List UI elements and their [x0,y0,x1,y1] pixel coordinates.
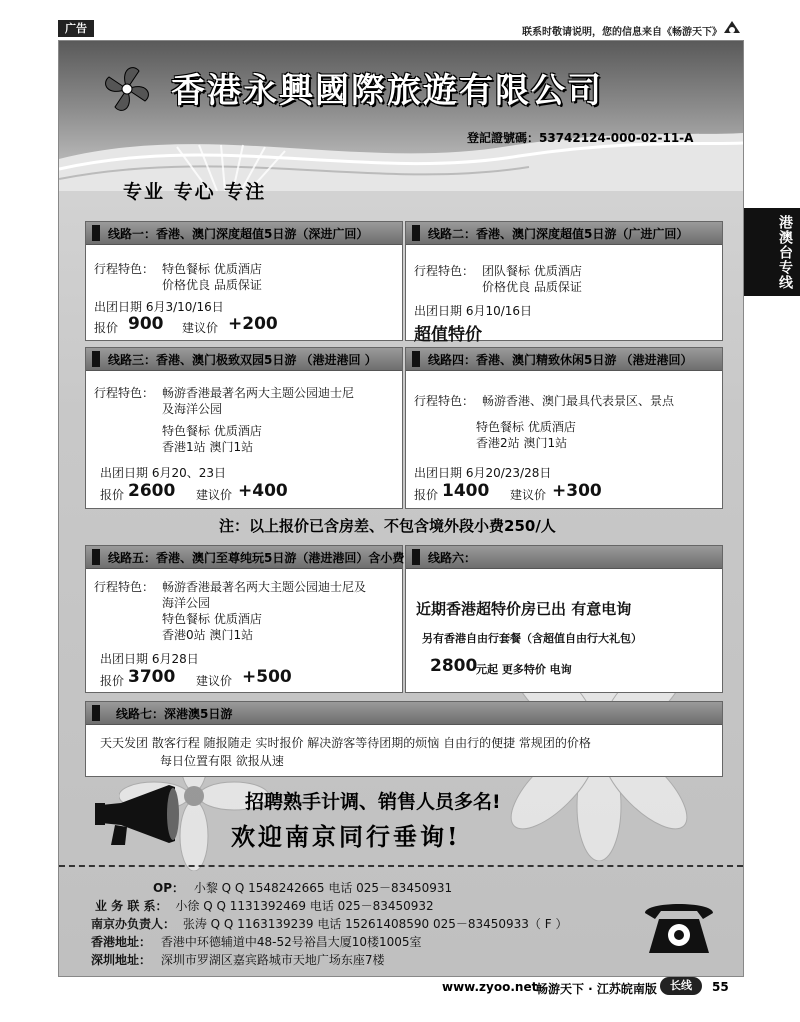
feature-line: 畅游香港最著名两大主题公园迪士尼 [162,386,355,400]
registration-number: 登記證號碼：53742124-000-02-11-A [467,131,694,145]
header-marker [412,549,420,565]
feature-line: 价格优良 品质保证 [482,280,582,294]
suggest-label: 建议价 [196,674,233,688]
magazine-name: 畅游天下 · 江苏皖南版 [536,982,657,996]
feature-line: 香港1站 澳门1站 [162,440,254,454]
contact-label: 深圳地址： [91,953,152,967]
route-title: 线路五：香港、澳门至尊纯玩5日游（港进港回）含小费 [108,551,405,565]
contact-op [153,879,452,896]
feature-line: 畅游香港最著名两大主题公园迪士尼及 [162,580,367,594]
route-card-2 [405,221,723,345]
header-marker [92,549,100,565]
feature-label: 行程特色： [94,262,155,276]
route-header [86,702,722,725]
feature-line: 特色餐标 优质酒店 [476,420,576,434]
route-card-6 [405,545,723,693]
website-link[interactable]: www.zyoo.net [442,980,538,994]
route-title: 线路一：香港、澳门深度超值5日游（深进广回） [108,227,369,241]
feature-line: 特色餐标 优质酒店 [162,424,262,438]
departure-dates: 出团日期 6月20/23/28日 [414,466,552,480]
feature-line: 及海洋公园 [162,402,223,416]
price-label: 报价 [414,488,439,502]
feature-label: 行程特色： [94,580,155,594]
departure-dates: 出团日期 6月28日 [100,652,199,666]
suggest-label: 建议价 [510,488,547,502]
contact-detail: 小黎 Q Q 1548242665 电话 025－83450931 [193,881,453,895]
route-header [406,348,722,371]
megaphone-icon [91,781,183,851]
contact-note: 联系时敬请说明，您的信息来自《畅游天下》 [522,27,722,38]
departure-dates: 出团日期 6月20、23日 [100,466,226,480]
suggest-label: 建议价 [182,321,219,335]
company-logo-icon [99,61,155,117]
welcome-slogan: 欢迎南京同行垂询! [231,822,461,851]
header-marker [92,705,100,721]
departure-dates: 出团日期 6月3/10/16日 [94,300,224,314]
route-title: 线路七：深港澳5日游 [116,707,233,721]
contact-sz-address [91,951,384,968]
suggest-price: +300 [552,481,602,501]
header-marker [92,225,100,241]
package-price: 2800 [430,656,478,676]
route-header [406,222,722,245]
price: 2600 [128,481,176,501]
feature-line: 特色餐标 优质酒店 [162,262,262,276]
route-title: 线路三：香港、澳门极致双园5日游 （港进港回 ） [108,353,377,367]
feature-line: 香港2站 澳门1站 [476,436,568,450]
route-card-3 [85,347,403,509]
route-header [86,348,402,371]
feature-line: 特色餐标 优质酒店 [162,612,262,626]
route-card-7 [85,701,723,777]
price-note: 注：以上报价已含房差、不包含境外段小费250/人 [219,517,556,535]
contact-hk-address [91,933,422,950]
price: 3700 [128,667,176,687]
section-badge: 长线 [660,977,702,995]
contact-business [95,897,434,914]
route-description: 每日位置有限 欲报从速 [160,754,284,768]
route-title: 线路六： [428,551,477,565]
dashed-divider [59,865,743,867]
route-header [86,222,402,245]
contact-detail: 张涛 Q Q 1163139239 电话 15261408590 025－83450933（ F ） [182,917,568,931]
suggest-price: +200 [228,314,278,334]
route-description: 天天发团 散客行程 随报随走 实时报价 解决游客等待团期的烦恼 自由行的便捷 常规团的价格 [100,736,591,750]
contact-detail: 香港中环德辅道中48-52号裕昌大厦10楼1005室 [160,935,422,949]
contact-label: 香港地址： [91,935,152,949]
telephone-icon [641,897,717,957]
magazine-logo-icon [722,19,742,37]
price-label: 报价 [100,488,125,502]
feature-label: 行程特色： [414,394,475,408]
recruit-headline: 招聘熟手计调、销售人员多名! [245,791,501,813]
route-title: 线路二：香港、澳门深度超值5日游（广进广回） [428,227,689,241]
advertisement-panel [58,40,744,977]
header-banner [59,41,743,191]
feature-label: 行程特色： [414,264,475,278]
header-marker [412,351,420,367]
route-title: 线路四：香港、澳门精致休闲5日游 （港进港回） [428,353,693,367]
price: 900 [128,314,164,334]
contact-label: OP： [153,881,184,895]
suggest-price: +500 [242,667,292,687]
contact-label: 南京办负责人： [91,917,176,931]
route-card-4 [405,347,723,509]
contact-nanjing-manager [91,915,567,932]
ad-tag: 广告 [58,20,94,37]
contact-label: 业 务 联 系： [95,899,168,913]
feature-line: 价格优良 品质保证 [162,278,262,292]
feature-line: 香港0站 澳门1站 [162,628,254,642]
page-number: 55 [712,980,729,994]
price: 1400 [442,481,490,501]
price-label: 报价 [94,321,119,335]
suggest-price: +400 [238,481,288,501]
route-card-1 [85,221,403,341]
side-tab-hk-macau-taiwan: 港澳台专线 [742,208,800,296]
contact-detail: 小徐 Q Q 1131392469 电话 025－83450932 [175,899,434,913]
feature-line: 畅游香港、澳门最具代表景区、景点 [482,394,675,408]
suggest-label: 建议价 [196,488,233,502]
departure-dates: 出团日期 6月10/16日 [414,304,533,318]
package-price-suffix: 元起 更多特价 电询 [476,663,572,676]
hotel-offer-headline: 近期香港超特价房已出 有意电询 [416,600,632,618]
feature-line: 海洋公园 [162,596,211,610]
company-name: 香港永興國際旅遊有限公司 [171,71,603,111]
package-note: 另有香港自由行套餐（含超值自由行大礼包） [422,632,642,645]
contact-detail: 深圳市罗湖区嘉宾路城市天地广场东座7楼 [160,953,385,967]
special-offer: 超值特价 [414,325,482,345]
price-label: 报价 [100,674,125,688]
header-marker [412,225,420,241]
route-header [86,546,405,569]
feature-label: 行程特色： [94,386,155,400]
header-marker [92,351,100,367]
route-card-5 [85,545,403,693]
slogan: 专业 专心 专注 [123,181,267,203]
feature-line: 团队餐标 优质酒店 [482,264,582,278]
route-header [406,546,722,569]
